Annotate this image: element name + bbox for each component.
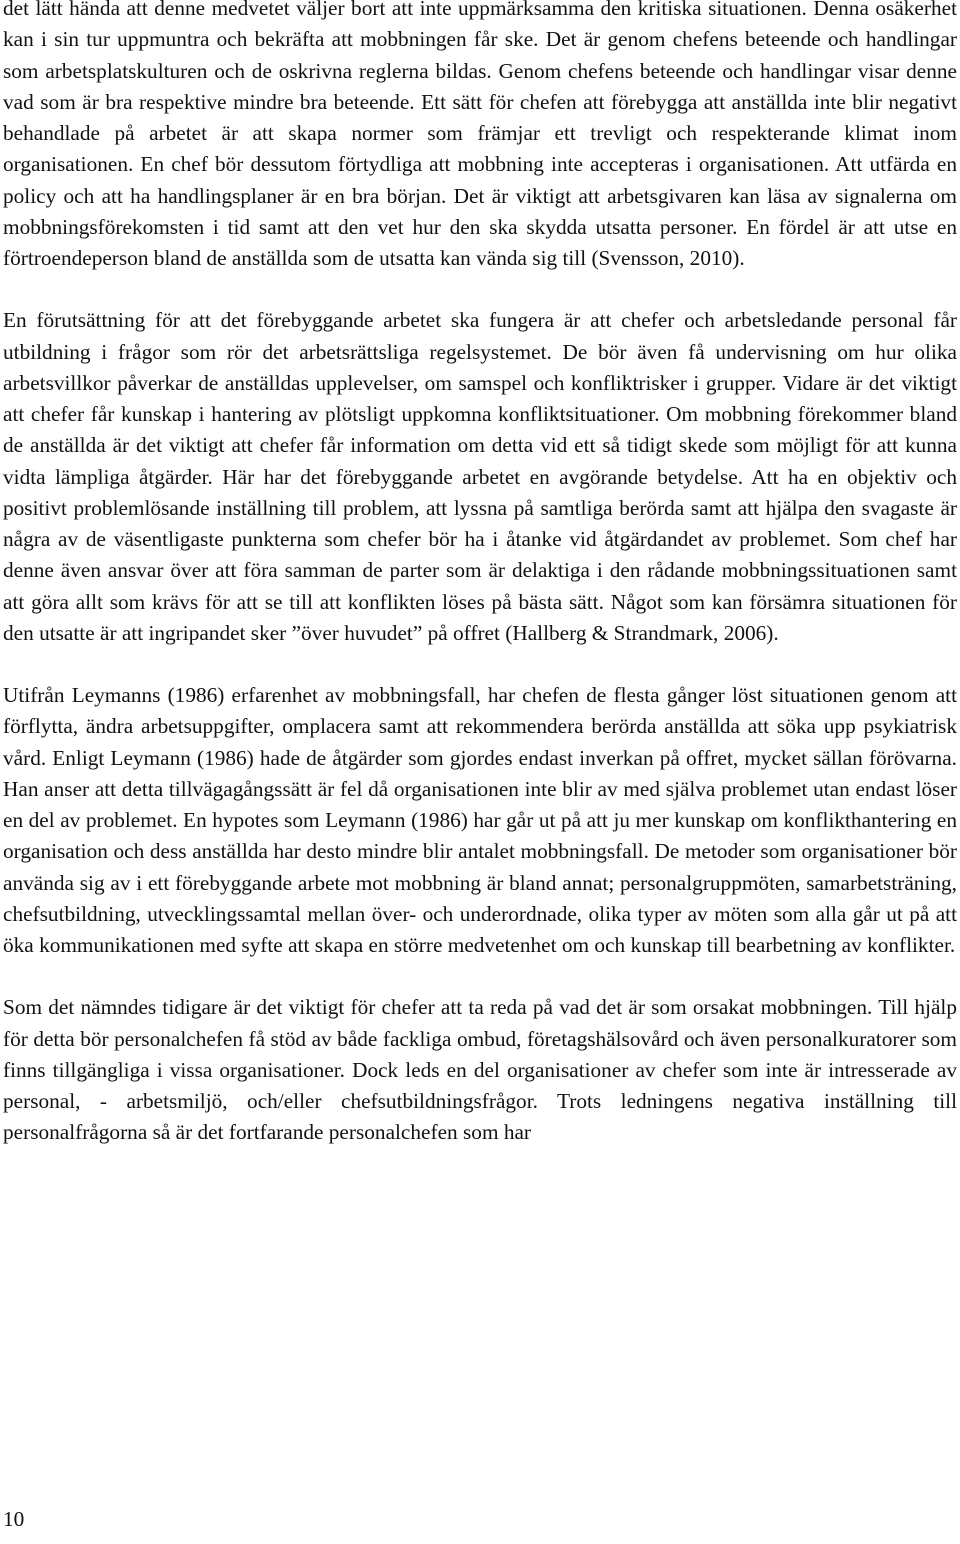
body-paragraph: Som det nämndes tidigare är det viktigt för chefer att ta reda på vad det är som orsakat mobbningen. Till hjälp för detta bör personalchefen få stöd av både fackliga ombud, företagshälsovård och även personalkuratorer som finns tillgängliga i vissa organisationer. Dock leds en del organisationer av chefer som inte är intresserade av personal, - arbetsmiljö, och/eller chefsutbildningsfrågor. Trots ledningens negativa inställning till personalfrågorna så är det fortfarande personalchefen som har bbox=[3, 995, 957, 1145]
page-number: 10 bbox=[3, 1507, 25, 1531]
body-paragraph: En förutsättning för att det förebyggande arbetet ska fungera är att chefer och arbetsledande personal får utbildning i frågor som rör det arbetsrättsliga regelsystemet. De bör även få undervisning om hur olika arbetsvillkor påverkar de anställdas upplevelser, om samspel och konfliktrisker i grupper. Vidare är det viktigt att chefer får kunskap i hantering av plötsligt uppkomna konfliktsituationer. Om mobbning förekommer bland de anställda är det viktigt att chefer får information om detta vid ett så tidigt skede som möjligt för att kunna vidta lämpliga åtgärder. Här har det förebyggande arbetet en avgörande betydelse. Att ha en objektiv och positivt problemlösande inställning till problem, att lyssna på samtliga berörda samt att hjälpa den svagaste är några av de väsentligaste punkterna som chefer bör ha i åtanke vid åtgärdandet av problemet. Som chef har denne även ansvar över att föra samman de parter som är delaktiga i den rådande mobbningssituationen samt att göra allt som krävs för att se till att konflikten löses på bästa sätt. Något som kan försämra situationen för den utsatte är att ingripandet sker ”över huvudet” på offret (Hallberg & Strandmark, 2006). bbox=[3, 308, 957, 645]
body-paragraph: det lätt hända att denne medvetet väljer bort att inte uppmärksamma den kritiska situationen. Denna osäkerhet kan i sin tur uppmuntra och bekräfta att mobbningen får ske. Det är genom chefens beteende och handlingar som arbetsplatskulturen och de oskrivna reglerna bildas. Genom chefens beteende och handlingar visar denne vad som är bra respektive mindre bra beteende. Ett sätt för chefen att förebygga att anställda inte blir negativt behandlade på arbetet är att skapa normer som främjar ett trevligt och respekterande klimat inom organisationen. En chef bör dessutom förtydliga att mobbning inte accepteras i organisationen. Att utfärda en policy och att ha handlingsplaner är en bra början. Det är viktigt att arbetsgivaren kan läsa av signalerna om mobbningsförekomsten i tid samt att den vet hur den ska skydda utsatta personer. En fördel är att utse en förtroendeperson bland de anställda som de utsatta kan vända sig till (Svensson, 2010). bbox=[3, 0, 957, 270]
document-page bbox=[3, 0, 957, 1149]
body-paragraph: Utifrån Leymanns (1986) erfarenhet av mobbningsfall, har chefen de flesta gånger löst situationen genom att förflytta, ändra arbetsuppgifter, omplacera samt att rekommendera berörda anställda att söka upp psykiatrisk vård. Enligt Leymann (1986) hade de åtgärder som gjordes endast inverkan på offret, mycket sällan förövarna. Han anser att detta tillvägagångssätt är fel då organisationen inte blir av med själva problemet utan endast löser en del av problemet. En hypotes som Leymann (1986) har går ut på att ju mer kunskap om konflikthantering en organisation och dess anställda har desto mindre blir antalet mobbningsfall. De metoder som organisationer bör använda sig av i ett förebyggande arbete mot mobbning är bland annat; personalgruppmöten, samarbetsträning, chefsutbildning, utvecklingssamtal mellan över- och underordnade, olika typer av möten som alla går ut på att öka kommunikationen med syfte att skapa en större medvetenhet om och kunskap till bearbetning av konflikter. bbox=[3, 683, 957, 957]
